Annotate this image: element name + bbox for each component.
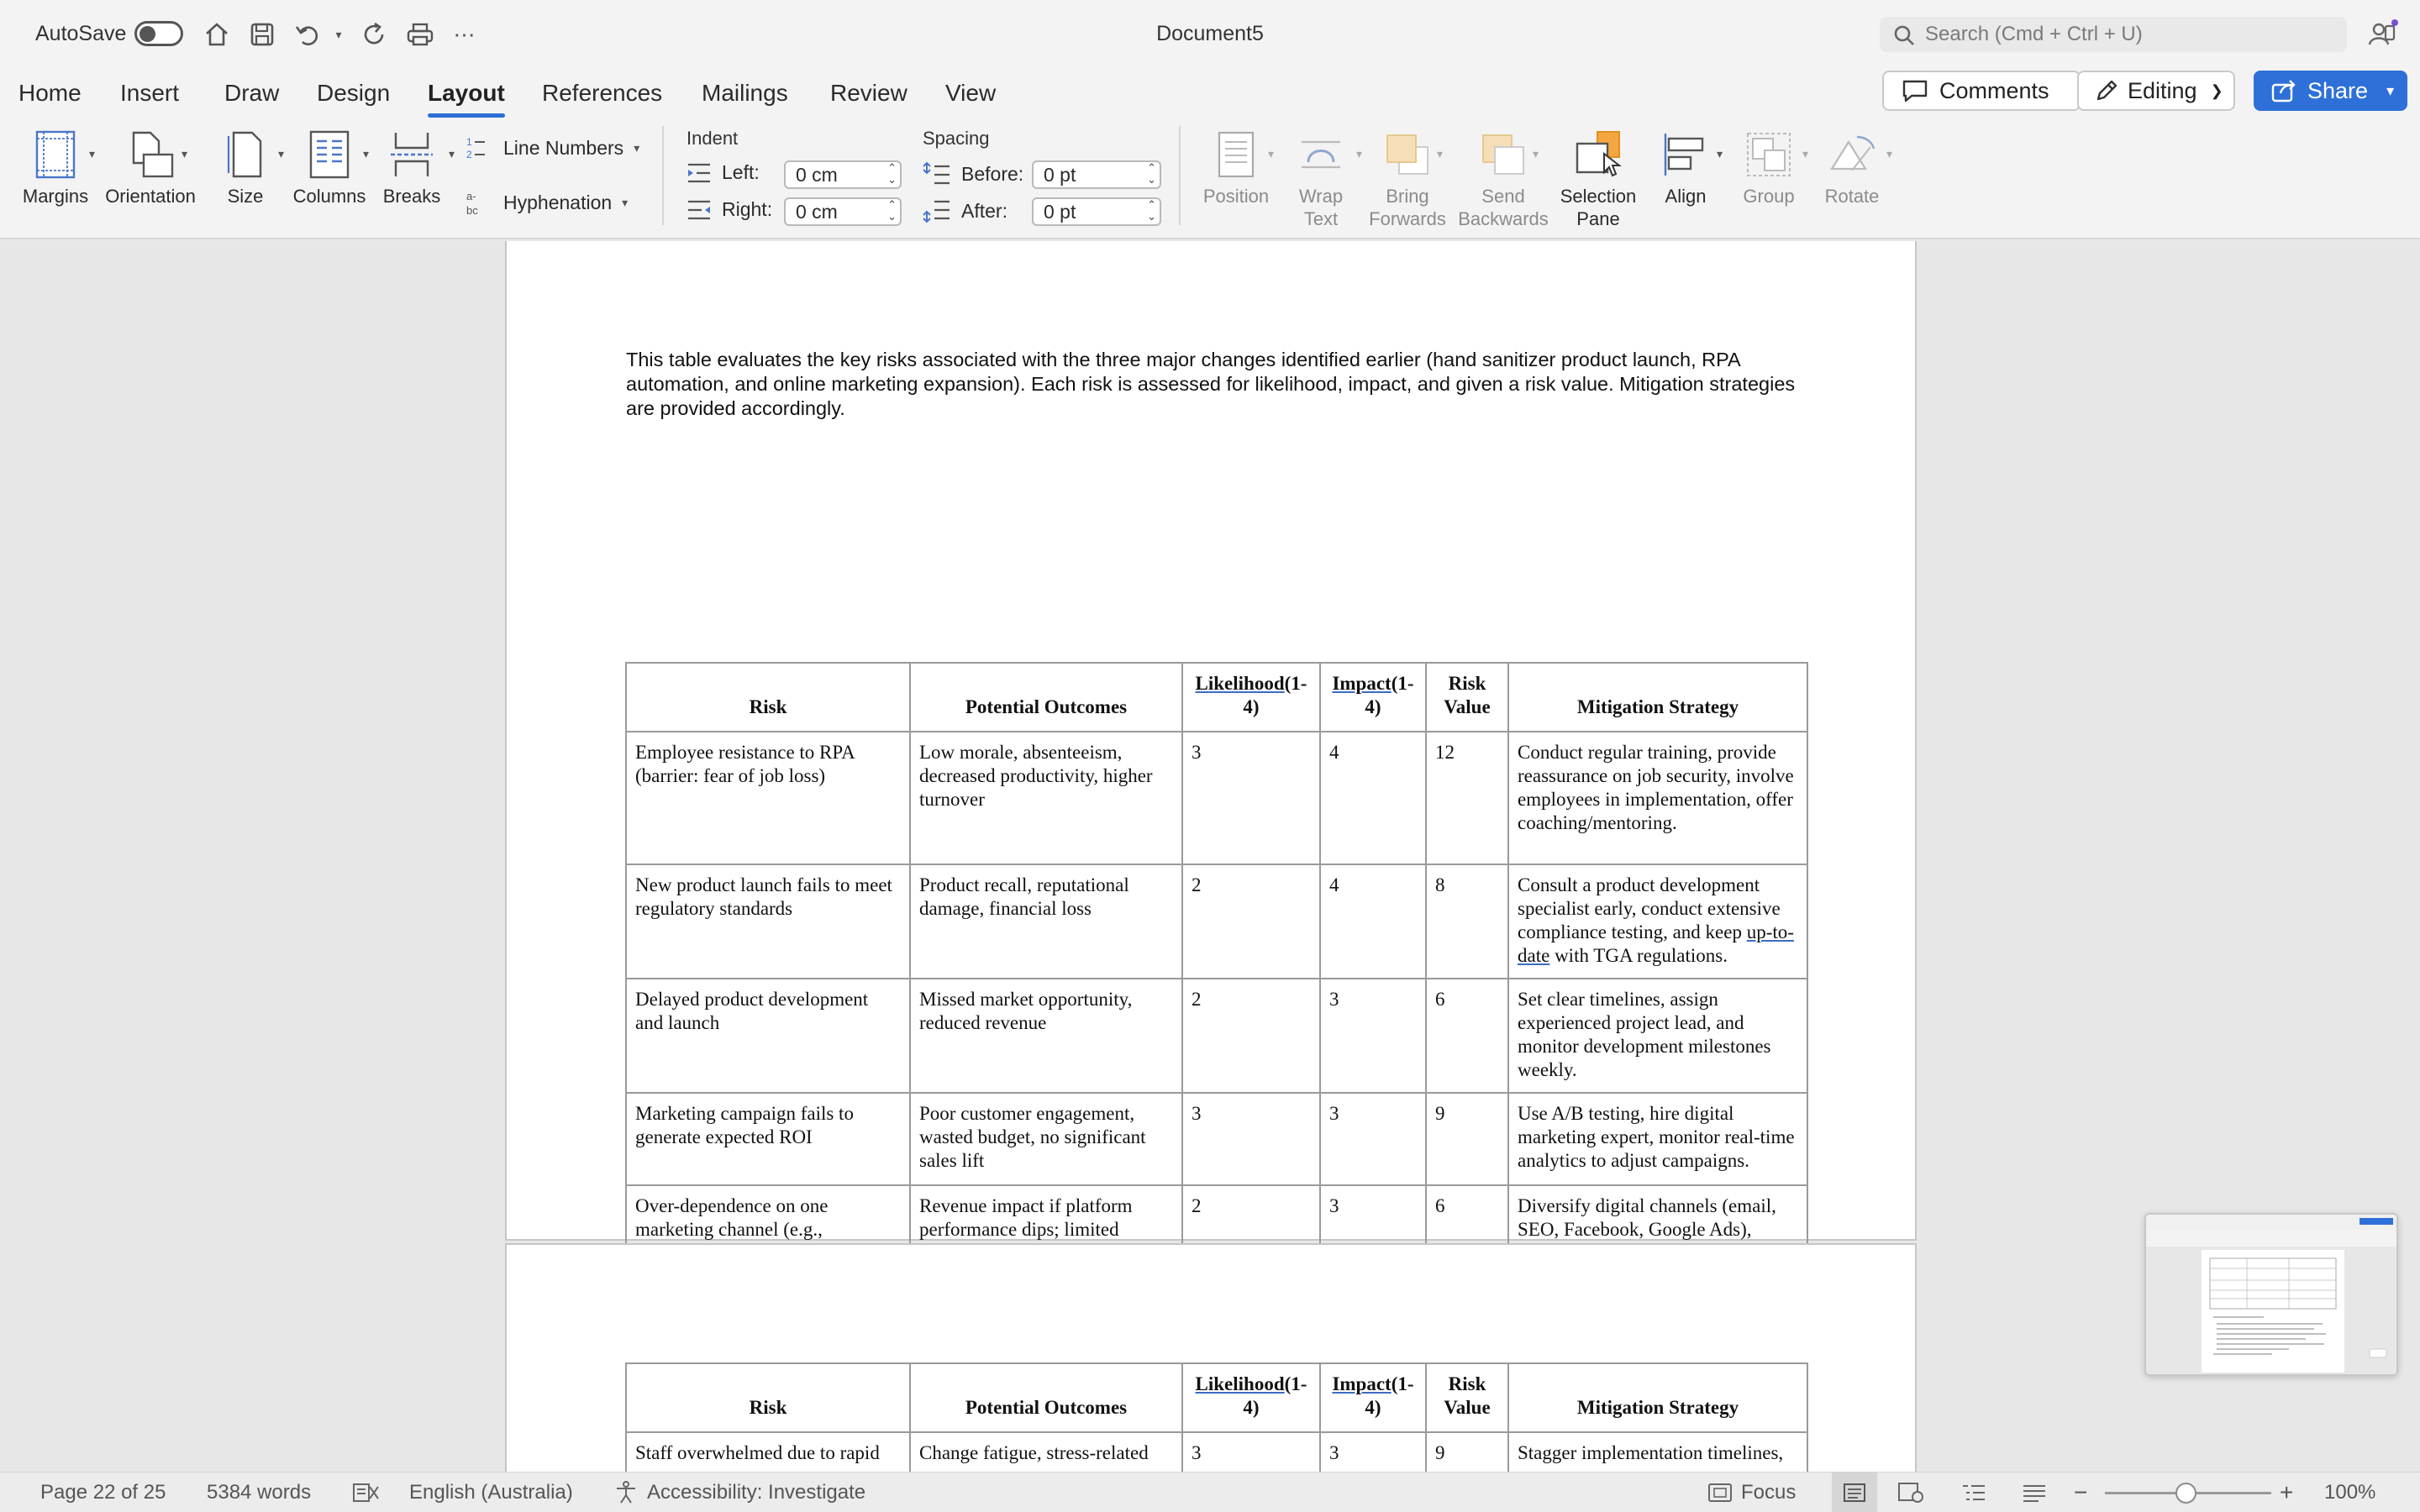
cell-mitigation[interactable]: Conduct regular training, provide reassurance on job security, involve employees in implementation, offer coaching/mentoring.	[1508, 732, 1807, 864]
risk-table-continued[interactable]	[625, 1362, 1808, 1472]
cell-mitigation[interactable]: Diversify digital channels (email, SEO, Facebook, Google Ads),	[1508, 1185, 1807, 1276]
position-button[interactable]: ▾ Position	[1200, 124, 1272, 207]
table-header-row	[626, 663, 1807, 732]
cell-impact[interactable]: 3	[1320, 1432, 1426, 1472]
document-title: Document5	[1156, 21, 1264, 45]
align-label: Align	[1665, 186, 1707, 207]
cell-likelihood[interactable]: 2	[1182, 979, 1320, 1093]
cell-risk[interactable]: Marketing campaign fails to generate expected ROI	[626, 1093, 910, 1185]
risk-table[interactable]	[625, 662, 1808, 1277]
chevron-down-icon: ▾	[634, 140, 640, 155]
columns-icon	[308, 129, 350, 180]
group-label: Group	[1743, 186, 1795, 207]
cell-risk[interactable]: Staff overwhelmed due to rapid	[626, 1432, 910, 1472]
bring-forwards-label-2: Forwards	[1369, 208, 1446, 229]
table-row	[626, 1093, 1807, 1185]
indent-right-label: Right:	[722, 198, 773, 220]
zoom-slider-handle[interactable]	[2175, 1483, 2196, 1504]
orientation-icon	[125, 129, 176, 180]
cell-likelihood[interactable]: 2	[1182, 864, 1320, 979]
cell-risk-value[interactable]: 12	[1426, 732, 1508, 864]
spinner-arrows-icon[interactable]: ⌃ ⌄	[887, 198, 897, 223]
line-numbers-button[interactable]	[465, 134, 639, 161]
ribbon-separator	[662, 126, 664, 225]
cell-mitigation[interactable]: Use A/B testing, hire digital marketing expert, monitor real-time analytics to adjust campaigns.	[1508, 1093, 1807, 1185]
chevron-down-icon: ❯	[2210, 81, 2223, 99]
bring-forwards-button[interactable]: ▾ Bring Forwards	[1363, 124, 1452, 230]
breaks-label: Breaks	[382, 186, 441, 207]
cell-impact[interactable]: 3	[1320, 979, 1426, 1093]
indent-left-row	[687, 161, 760, 184]
undo-dropdown-icon[interactable]: ▾	[335, 27, 342, 41]
table-row	[626, 979, 1807, 1093]
cell-impact[interactable]: 3	[1320, 1185, 1426, 1276]
spacing-title: Spacing	[923, 128, 990, 149]
spinner-arrows-icon[interactable]: ⌃ ⌄	[1147, 198, 1156, 223]
wrap-text-icon	[1298, 130, 1344, 179]
outline-view-icon[interactable]	[1961, 1473, 1986, 1512]
header-likelihood: Likelihood(1-4)	[1182, 663, 1320, 732]
rotate-button[interactable]: ▾ Rotate	[1817, 124, 1887, 207]
cell-risk-value[interactable]: 9	[1426, 1093, 1508, 1185]
cell-outcome[interactable]: Missed market opportunity, reduced revenue	[910, 979, 1182, 1093]
indent-left-label: Left:	[722, 161, 760, 183]
page-count[interactable]: Page 22 of 25	[40, 1481, 166, 1504]
spacing-after-row	[923, 198, 1007, 223]
tab-layout[interactable]: Layout	[428, 74, 505, 113]
cell-outcome[interactable]: Product recall, reputational damage, financial loss	[910, 864, 1182, 979]
orientation-label: Orientation	[105, 186, 196, 207]
wrap-text-button[interactable]: ▾ Wrap Text	[1286, 124, 1356, 230]
rotate-icon	[1827, 130, 1877, 179]
indent-title: Indent	[687, 128, 739, 149]
selection-pane-button[interactable]	[1556, 124, 1640, 230]
ribbon-separator	[1179, 126, 1181, 225]
share-button[interactable]	[2254, 71, 2407, 111]
cell-likelihood[interactable]: 2	[1182, 1185, 1320, 1276]
proofing-icon[interactable]	[351, 1473, 380, 1512]
columns-label: Columns	[292, 186, 366, 207]
tab-review[interactable]: Review	[830, 80, 908, 106]
indent-left-icon	[687, 163, 712, 183]
accessibility-label: Accessibility: Investigate	[647, 1481, 866, 1504]
draft-view-icon[interactable]	[2022, 1473, 2047, 1512]
cell-mitigation[interactable]: Stagger implementation timelines,	[1508, 1432, 1807, 1472]
tab-insert[interactable]: Insert	[120, 80, 180, 106]
cell-outcome[interactable]: Poor customer engagement, wasted budget, no significant sales lift	[910, 1093, 1182, 1185]
size-button[interactable]: ▾ Size	[210, 124, 281, 207]
tab-draw[interactable]: Draw	[224, 80, 280, 106]
cell-risk-value[interactable]: 9	[1426, 1432, 1508, 1472]
cell-risk-value[interactable]: 8	[1426, 864, 1508, 979]
bring-forwards-label-1: Bring	[1386, 186, 1429, 207]
selection-pane-icon	[1572, 129, 1624, 181]
table-header-row	[626, 1363, 1807, 1432]
focus-button[interactable]	[1707, 1473, 1796, 1512]
comments-button[interactable]	[1882, 71, 2081, 111]
zoom-level[interactable]: 100%	[2324, 1481, 2376, 1504]
document-page[interactable]	[505, 241, 1917, 1241]
header-likelihood: Likelihood(1-4)	[1182, 1363, 1320, 1432]
web-layout-view-icon[interactable]	[1897, 1473, 1924, 1512]
columns-button[interactable]: ▾ Columns	[291, 124, 368, 207]
print-icon[interactable]	[403, 18, 437, 50]
focus-icon	[1707, 1483, 1733, 1503]
header-risk: Risk	[626, 663, 910, 732]
indent-right-input[interactable]	[784, 197, 902, 226]
cell-outcome[interactable]: Low morale, absenteeism, decreased productivity, higher turnover	[910, 732, 1182, 864]
tab-references[interactable]: References	[542, 80, 663, 106]
header-risk: Risk	[626, 1363, 910, 1432]
pencil-icon	[2094, 78, 2119, 103]
tab-home[interactable]: Home	[18, 80, 82, 106]
margins-label: Margins	[22, 186, 89, 207]
cell-risk[interactable]: Employee resistance to RPA (barrier: fear of job loss)	[626, 732, 910, 864]
zoom-out-button[interactable]: −	[2074, 1479, 2088, 1505]
spacing-after-input[interactable]	[1032, 197, 1161, 226]
margins-icon	[34, 129, 76, 180]
line-numbers-icon	[465, 134, 487, 161]
spacing-after-label: After:	[961, 199, 1007, 222]
align-button[interactable]: ▾ Align	[1650, 124, 1721, 207]
send-backwards-label-1: Send	[1481, 186, 1525, 207]
word-count[interactable]: 5384 words	[207, 1481, 312, 1504]
document-page[interactable]	[505, 1243, 1917, 1472]
title-bar	[0, 0, 2420, 67]
search-placeholder: Search (Cmd + Ctrl + U)	[1925, 23, 2143, 45]
redo-icon[interactable]	[357, 18, 391, 50]
indent-right-icon	[687, 200, 712, 220]
cell-impact[interactable]: 3	[1320, 1093, 1426, 1185]
intro-paragraph[interactable]: This table evaluates the key risks associated with the three major changes identified earlier (hand sanitizer product launch, RPA automation, and online marketing expansion). Each risk is assessed for likelihood, impact, and given a risk value. Mitigation strategies are provided accordingly.	[626, 349, 1796, 419]
svg-text:bc: bc	[466, 204, 478, 217]
cell-likelihood[interactable]: 3	[1182, 1432, 1320, 1472]
more-options-icon[interactable]: ⋯	[453, 21, 476, 47]
save-icon[interactable]	[245, 18, 279, 50]
spinner-arrows-icon[interactable]: ⌃ ⌄	[887, 161, 897, 186]
print-layout-view-icon[interactable]	[1832, 1473, 1877, 1512]
spacing-after-icon	[923, 198, 951, 223]
undo-icon[interactable]	[291, 18, 324, 50]
send-backwards-icon	[1478, 130, 1528, 179]
selection-pane-label-1: Selection	[1560, 186, 1637, 207]
home-icon[interactable]	[200, 18, 234, 50]
cell-risk-value[interactable]: 6	[1426, 1185, 1508, 1276]
indent-right-row	[687, 198, 772, 221]
editing-mode-button[interactable]	[2077, 71, 2235, 111]
cell-likelihood[interactable]: 3	[1182, 732, 1320, 864]
svg-text:a-: a-	[466, 190, 476, 202]
indent-left-value: 0 cm	[796, 163, 838, 186]
send-backwards-label-2: Backwards	[1458, 208, 1549, 229]
cell-risk[interactable]: New product launch fails to meet regulatory standards	[626, 864, 910, 979]
header-mitigation-strategy: Mitigation Strategy	[1508, 663, 1807, 732]
breaks-icon	[387, 129, 436, 180]
cell-risk[interactable]: Delayed product development and launch	[626, 979, 910, 1093]
chevron-down-icon[interactable]: ▾	[2386, 81, 2395, 99]
cell-mitigation[interactable]: Consult a product development specialist early, conduct extensive compliance testing, and keep up-to-date with TGA regulations.	[1508, 864, 1807, 979]
svg-text:2: 2	[466, 149, 472, 160]
selection-pane-label-2: Pane	[1576, 208, 1620, 229]
comments-label: Comments	[1939, 77, 2049, 103]
tab-design[interactable]: Design	[317, 80, 391, 106]
autosave-toggle[interactable]	[134, 21, 183, 46]
svg-text:1: 1	[466, 136, 472, 148]
breaks-button[interactable]: ▾ Breaks	[376, 124, 447, 207]
send-backwards-button[interactable]: ▾ Send Backwards	[1455, 124, 1551, 230]
chevron-down-icon: ▾	[622, 195, 629, 209]
wrap-text-label-1: Wrap	[1298, 186, 1344, 207]
status-bar	[0, 1472, 2420, 1512]
header-potential-outcomes: Potential Outcomes	[910, 1363, 1182, 1432]
cell-mitigation[interactable]: Set clear timelines, assign experienced project lead, and monitor development milestones weekly.	[1508, 979, 1807, 1093]
header-potential-outcomes: Potential Outcomes	[910, 663, 1182, 732]
account-icon[interactable]	[2366, 17, 2400, 50]
spacing-before-input[interactable]	[1032, 160, 1161, 189]
spacing-after-value: 0 pt	[1044, 200, 1076, 223]
group-icon	[1744, 130, 1793, 179]
accessibility-icon	[613, 1480, 639, 1505]
table-row	[626, 732, 1807, 864]
language-status[interactable]: English (Australia)	[409, 1481, 573, 1504]
size-label: Size	[227, 186, 264, 207]
editing-label: Editing	[2128, 77, 2197, 103]
search-icon	[1893, 24, 1915, 46]
group-button[interactable]: ▾ Group	[1734, 124, 1803, 207]
share-label: Share	[2307, 77, 2369, 103]
tab-mailings[interactable]: Mailings	[702, 80, 788, 106]
position-icon	[1217, 130, 1255, 179]
header-risk-value: Risk Value	[1426, 1363, 1508, 1432]
indent-left-input[interactable]	[784, 160, 902, 189]
position-label: Position	[1202, 186, 1270, 207]
rotate-label: Rotate	[1824, 186, 1880, 207]
cell-outcome[interactable]: Change fatigue, stress-related	[910, 1432, 1182, 1472]
spinner-arrows-icon[interactable]: ⌃ ⌄	[1147, 161, 1156, 186]
wrap-text-label-2: Text	[1303, 208, 1339, 229]
header-mitigation-strategy: Mitigation Strategy	[1508, 1363, 1807, 1432]
spacing-before-row	[923, 161, 1023, 186]
hyphenation-icon	[465, 188, 487, 217]
orientation-button[interactable]: ▾ Orientation	[101, 124, 200, 207]
cell-risk-value[interactable]: 6	[1426, 979, 1508, 1093]
document-canvas[interactable]	[0, 241, 2420, 1472]
cell-likelihood[interactable]: 3	[1182, 1093, 1320, 1185]
line-numbers-label: Line Numbers	[503, 136, 624, 159]
page-size-icon	[225, 129, 266, 180]
zoom-in-button[interactable]: +	[2280, 1479, 2294, 1505]
indent-right-value: 0 cm	[796, 200, 838, 223]
search-input[interactable]	[1880, 17, 2347, 52]
spacing-before-label: Before:	[961, 162, 1024, 185]
bring-forwards-icon	[1382, 130, 1433, 179]
accessibility-status[interactable]	[613, 1473, 865, 1512]
table-row	[626, 864, 1807, 979]
focus-label: Focus	[1741, 1481, 1797, 1504]
share-icon	[2270, 78, 2297, 103]
align-icon	[1662, 130, 1709, 179]
cell-outcome[interactable]: Revenue impact if platform performance dips; limited	[910, 1185, 1182, 1276]
hyphenation-button[interactable]	[465, 188, 628, 217]
cell-risk[interactable]: Over-dependence on one marketing channel (e.g.,	[626, 1185, 910, 1276]
table-row	[626, 1432, 1807, 1472]
tab-view[interactable]: View	[945, 80, 997, 106]
hyphenation-label: Hyphenation	[503, 191, 613, 213]
cell-impact[interactable]: 4	[1320, 732, 1426, 864]
cell-impact[interactable]: 4	[1320, 864, 1426, 979]
spacing-before-value: 0 pt	[1044, 163, 1076, 186]
comment-icon	[1901, 78, 1929, 103]
autosave-label: AutoSave	[35, 21, 127, 45]
spacing-before-icon	[923, 161, 951, 186]
header-impact: Impact(1-4)	[1320, 663, 1426, 732]
header-risk-value: Risk Value	[1426, 663, 1508, 732]
margins-button[interactable]: ▾ Margins	[15, 124, 96, 207]
window-thumbnail-preview[interactable]	[2144, 1213, 2398, 1376]
header-impact: Impact(1-4)	[1320, 1363, 1426, 1432]
